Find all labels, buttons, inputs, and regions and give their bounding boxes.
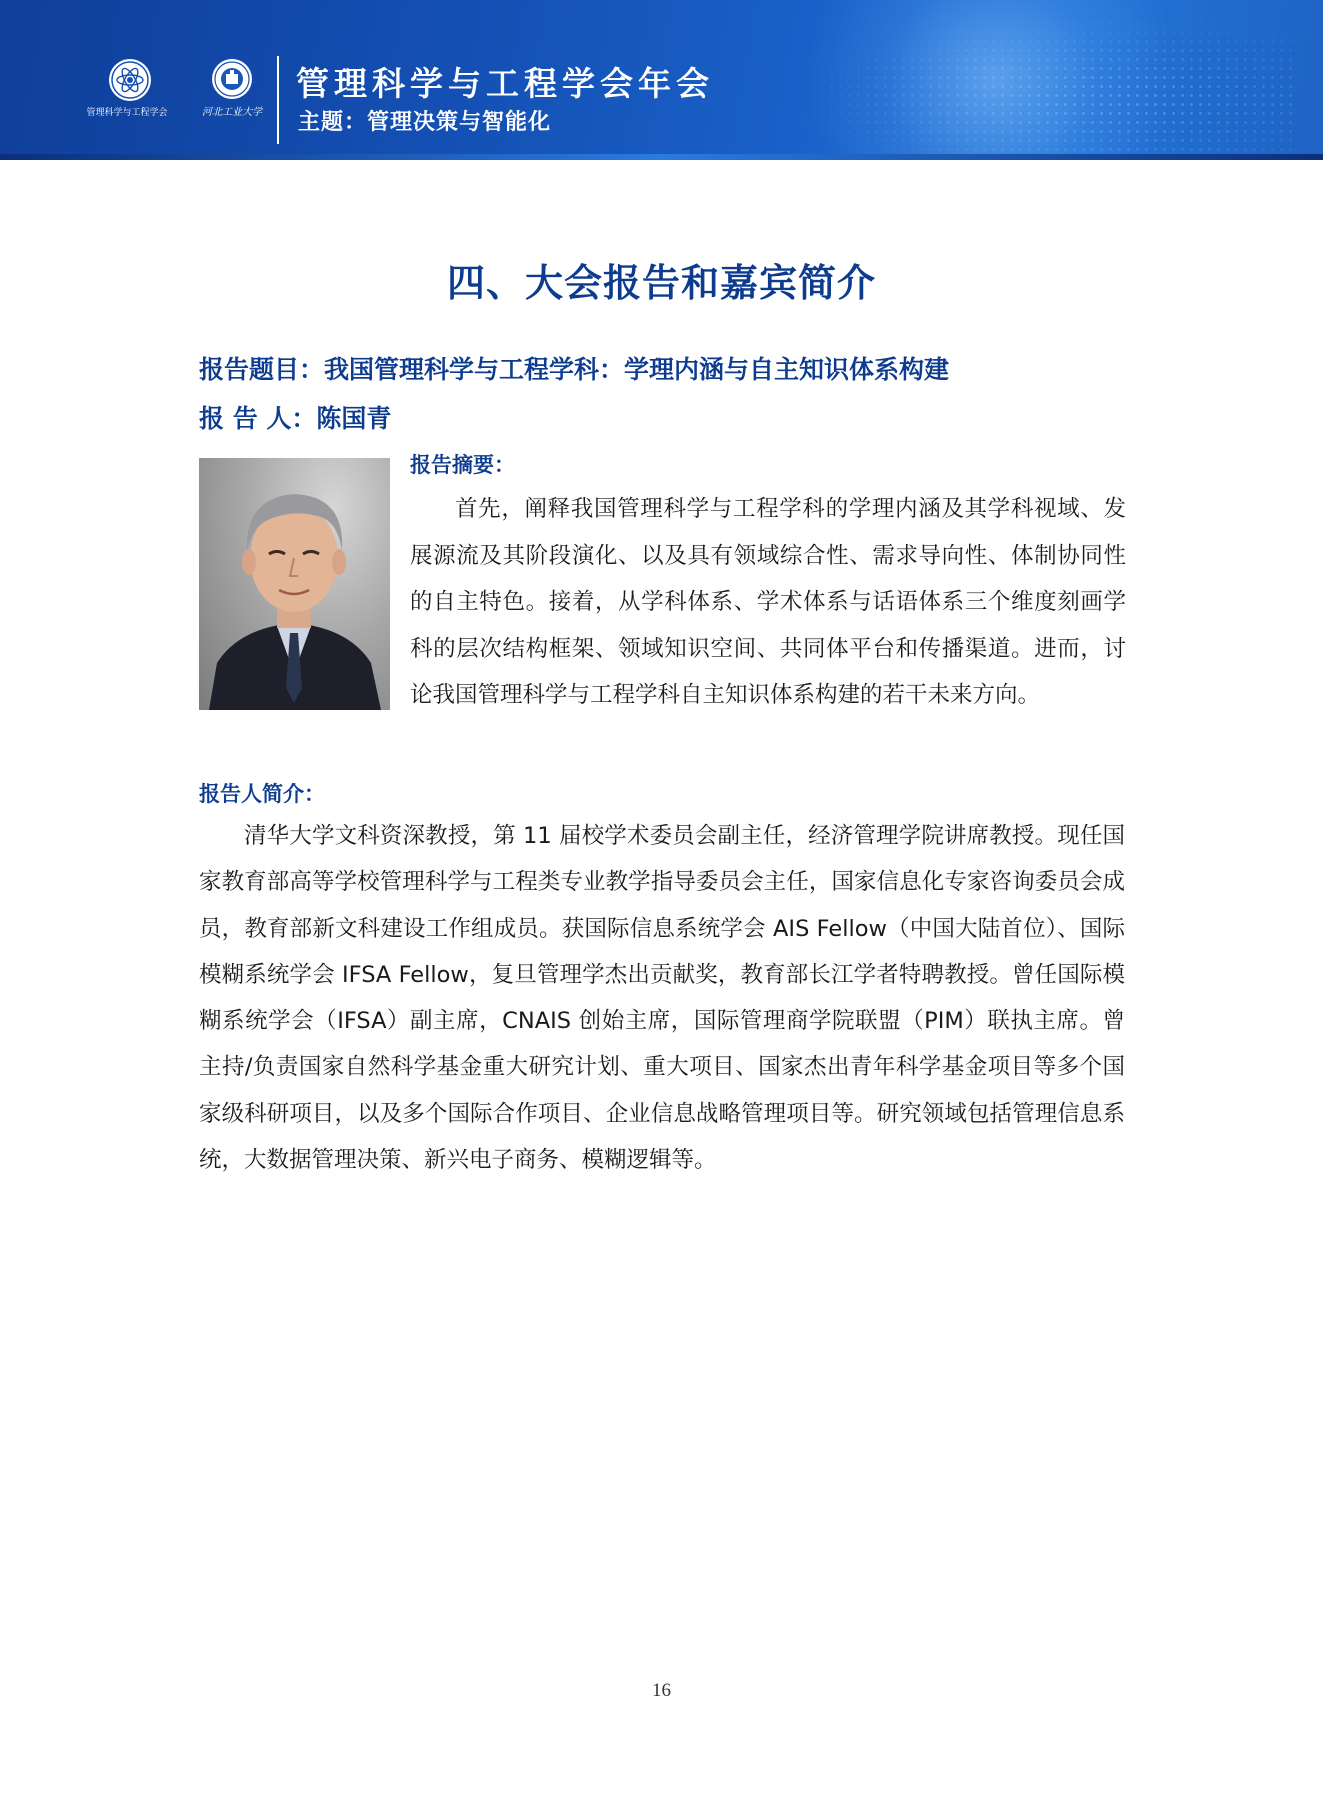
university-logo-caption: 河北工业大学 [202, 107, 262, 118]
university-seal-icon [211, 58, 253, 100]
page-number: 16 [652, 1680, 671, 1701]
conference-title: 管理科学与工程学会年会 [296, 64, 714, 103]
report-title-value: 我国管理科学与工程学科：学理内涵与自主知识体系构建 [324, 355, 950, 384]
banner-bottom-strip [0, 154, 1323, 160]
society-logo-caption: 管理科学与工程学会 [86, 108, 168, 118]
header-divider [277, 56, 279, 144]
report-title-label: 报告题目： [199, 355, 325, 384]
report-title-line [199, 350, 949, 386]
portrait-illustration [199, 458, 390, 710]
speaker-label: 报 告 人： [199, 404, 317, 433]
speaker-name: 陈国青 [316, 404, 392, 433]
report-speaker-line [199, 399, 391, 435]
banner-dot-globe [773, 10, 1293, 160]
society-logo [80, 58, 180, 118]
section-title: 四、大会报告和嘉宾简介 [446, 261, 876, 305]
bio-text: 清华大学文科资深教授，第 11 届校学术委员会副主任，经济管理学院讲席教授。现任国家教育部高等学校管理科学与工程类专业教学指导委员会主任，国家信息化专家咨询委员会成员，教育部新文科建设工作组成员。获国际信息系统学会 AIS Fellow（中国大陆首位）、国际模糊系统学会 IFSA Fellow，复旦管理学杰出贡献奖，教育部长江学者特聘教授。曾任国际模糊系统学会（IFSA）副主席，CNAIS 创始主席，国际管理商学院联盟（PIM）联执主席。曾主持/负责国家自然科学基金重大研究计划、重大项目、国家杰出青年科学基金项目等多个国家级科研项目，以及多个国际合作项目、企业信息战略管理项目等。研究领域包括管理信息系统，大数据管理决策、新兴电子商务、模糊逻辑等。 [199, 823, 1125, 1174]
abstract-text: 首先，阐释我国管理科学与工程学科的学理内涵及其学科视域、发展源流及其阶段演化、以及具有领域综合性、需求导向性、体制协同性的自主特色。接着，从学科体系、学术体系与话语体系三个维度刻画学科的层次结构框架、领域知识空间、共同体平台和传播渠道。进而，讨论我国管理科学与工程学科自主知识体系构建的若干未来方向。 [410, 496, 1126, 708]
bio-label: 报告人简介： [199, 782, 325, 806]
speaker-portrait [199, 458, 390, 710]
university-logo [200, 58, 264, 118]
conference-theme: 主题：管理决策与智能化 [298, 110, 552, 135]
header-banner [0, 0, 1323, 160]
abstract-label: 报告摘要： [410, 453, 515, 477]
society-emblem-icon [108, 58, 152, 102]
